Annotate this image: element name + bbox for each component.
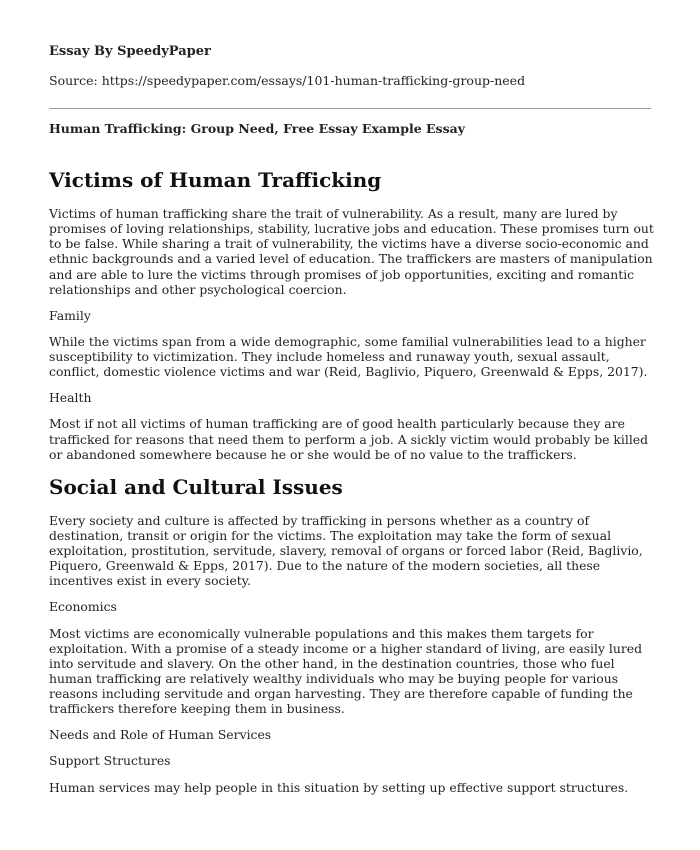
section-heading: Social and Cultural Issues xyxy=(49,474,343,499)
essay-body xyxy=(49,168,656,806)
subheading-health: Health xyxy=(49,390,92,406)
subheading-family: Family xyxy=(49,307,91,323)
header-divider xyxy=(49,108,651,109)
source-line: Source: https://speedypaper.com/essays/101-human-trafficking-group-need xyxy=(49,73,526,88)
subheading-support-structures: Support Structures xyxy=(49,753,171,769)
paragraph: Most victims are economically vulnerable populations and this makes them targets for exploitation. With a promise of a steady income or a higher standard of living, are easily lured into servitude and slavery. On the other hand, in the destination countries, those who fuel human trafficking are relatively wealthy individuals who may be buying people for various reasons including servitude and organ harvesting. They are therefore capable of funding the traffickers therefore keeping them in business. xyxy=(49,625,643,717)
paragraph: Every society and culture is affected by trafficking in persons whether as a country of destination, transit or origin for the victims. The exploitation may take the form of sexual exploitation, prostitution, servitude, slavery, removal of organs or forced labor (Reid, Baglivio, Piquero, Greenwald & Epps, 2017). Due to the nature of the modern societies, all these incentives exist in every society. xyxy=(49,512,643,589)
essay-title: Human Trafficking: Group Need, Free Essay Example Essay xyxy=(49,121,465,136)
paragraph: While the victims span from a wide demographic, some familial vulnerabilities lead to a higher susceptibility to victimization. They include homeless and runaway youth, sexual assault, conflict, domestic violence victims and war (Reid, Baglivio, Piquero, Greenwald & Epps, 2017). xyxy=(49,333,648,380)
paragraph: Human services may help people in this situation by setting up effective support structures. xyxy=(49,779,629,795)
section-heading: Victims of Human Trafficking xyxy=(49,168,382,192)
paragraph: Most if not all victims of human trafficking are of good health particularly because they are trafficked for reasons that need them to perform a job. A sickly victim would probably be killed or abandoned somewhere because he or she would be of no value to the traffickers. xyxy=(49,416,649,462)
subheading-economics: Economics xyxy=(49,599,117,615)
brand-line: Essay By SpeedyPaper xyxy=(49,44,211,59)
subheading-human-services: Needs and Role of Human Services xyxy=(49,727,272,743)
paragraph: Victims of human trafficking share the trait of vulnerability. As a result, many are lured by promises of loving relationships, stability, lucrative jobs and education. These promises turn out to be false. While sharing a trait of vulnerability, the victims have a diverse socio-economic and ethnic backgrounds and a varied level of education. The traffickers are masters of manipulation and are able to lure the victims through promises of job opportunities, exciting and romantic relationships and other psychological coercion. xyxy=(49,206,654,297)
